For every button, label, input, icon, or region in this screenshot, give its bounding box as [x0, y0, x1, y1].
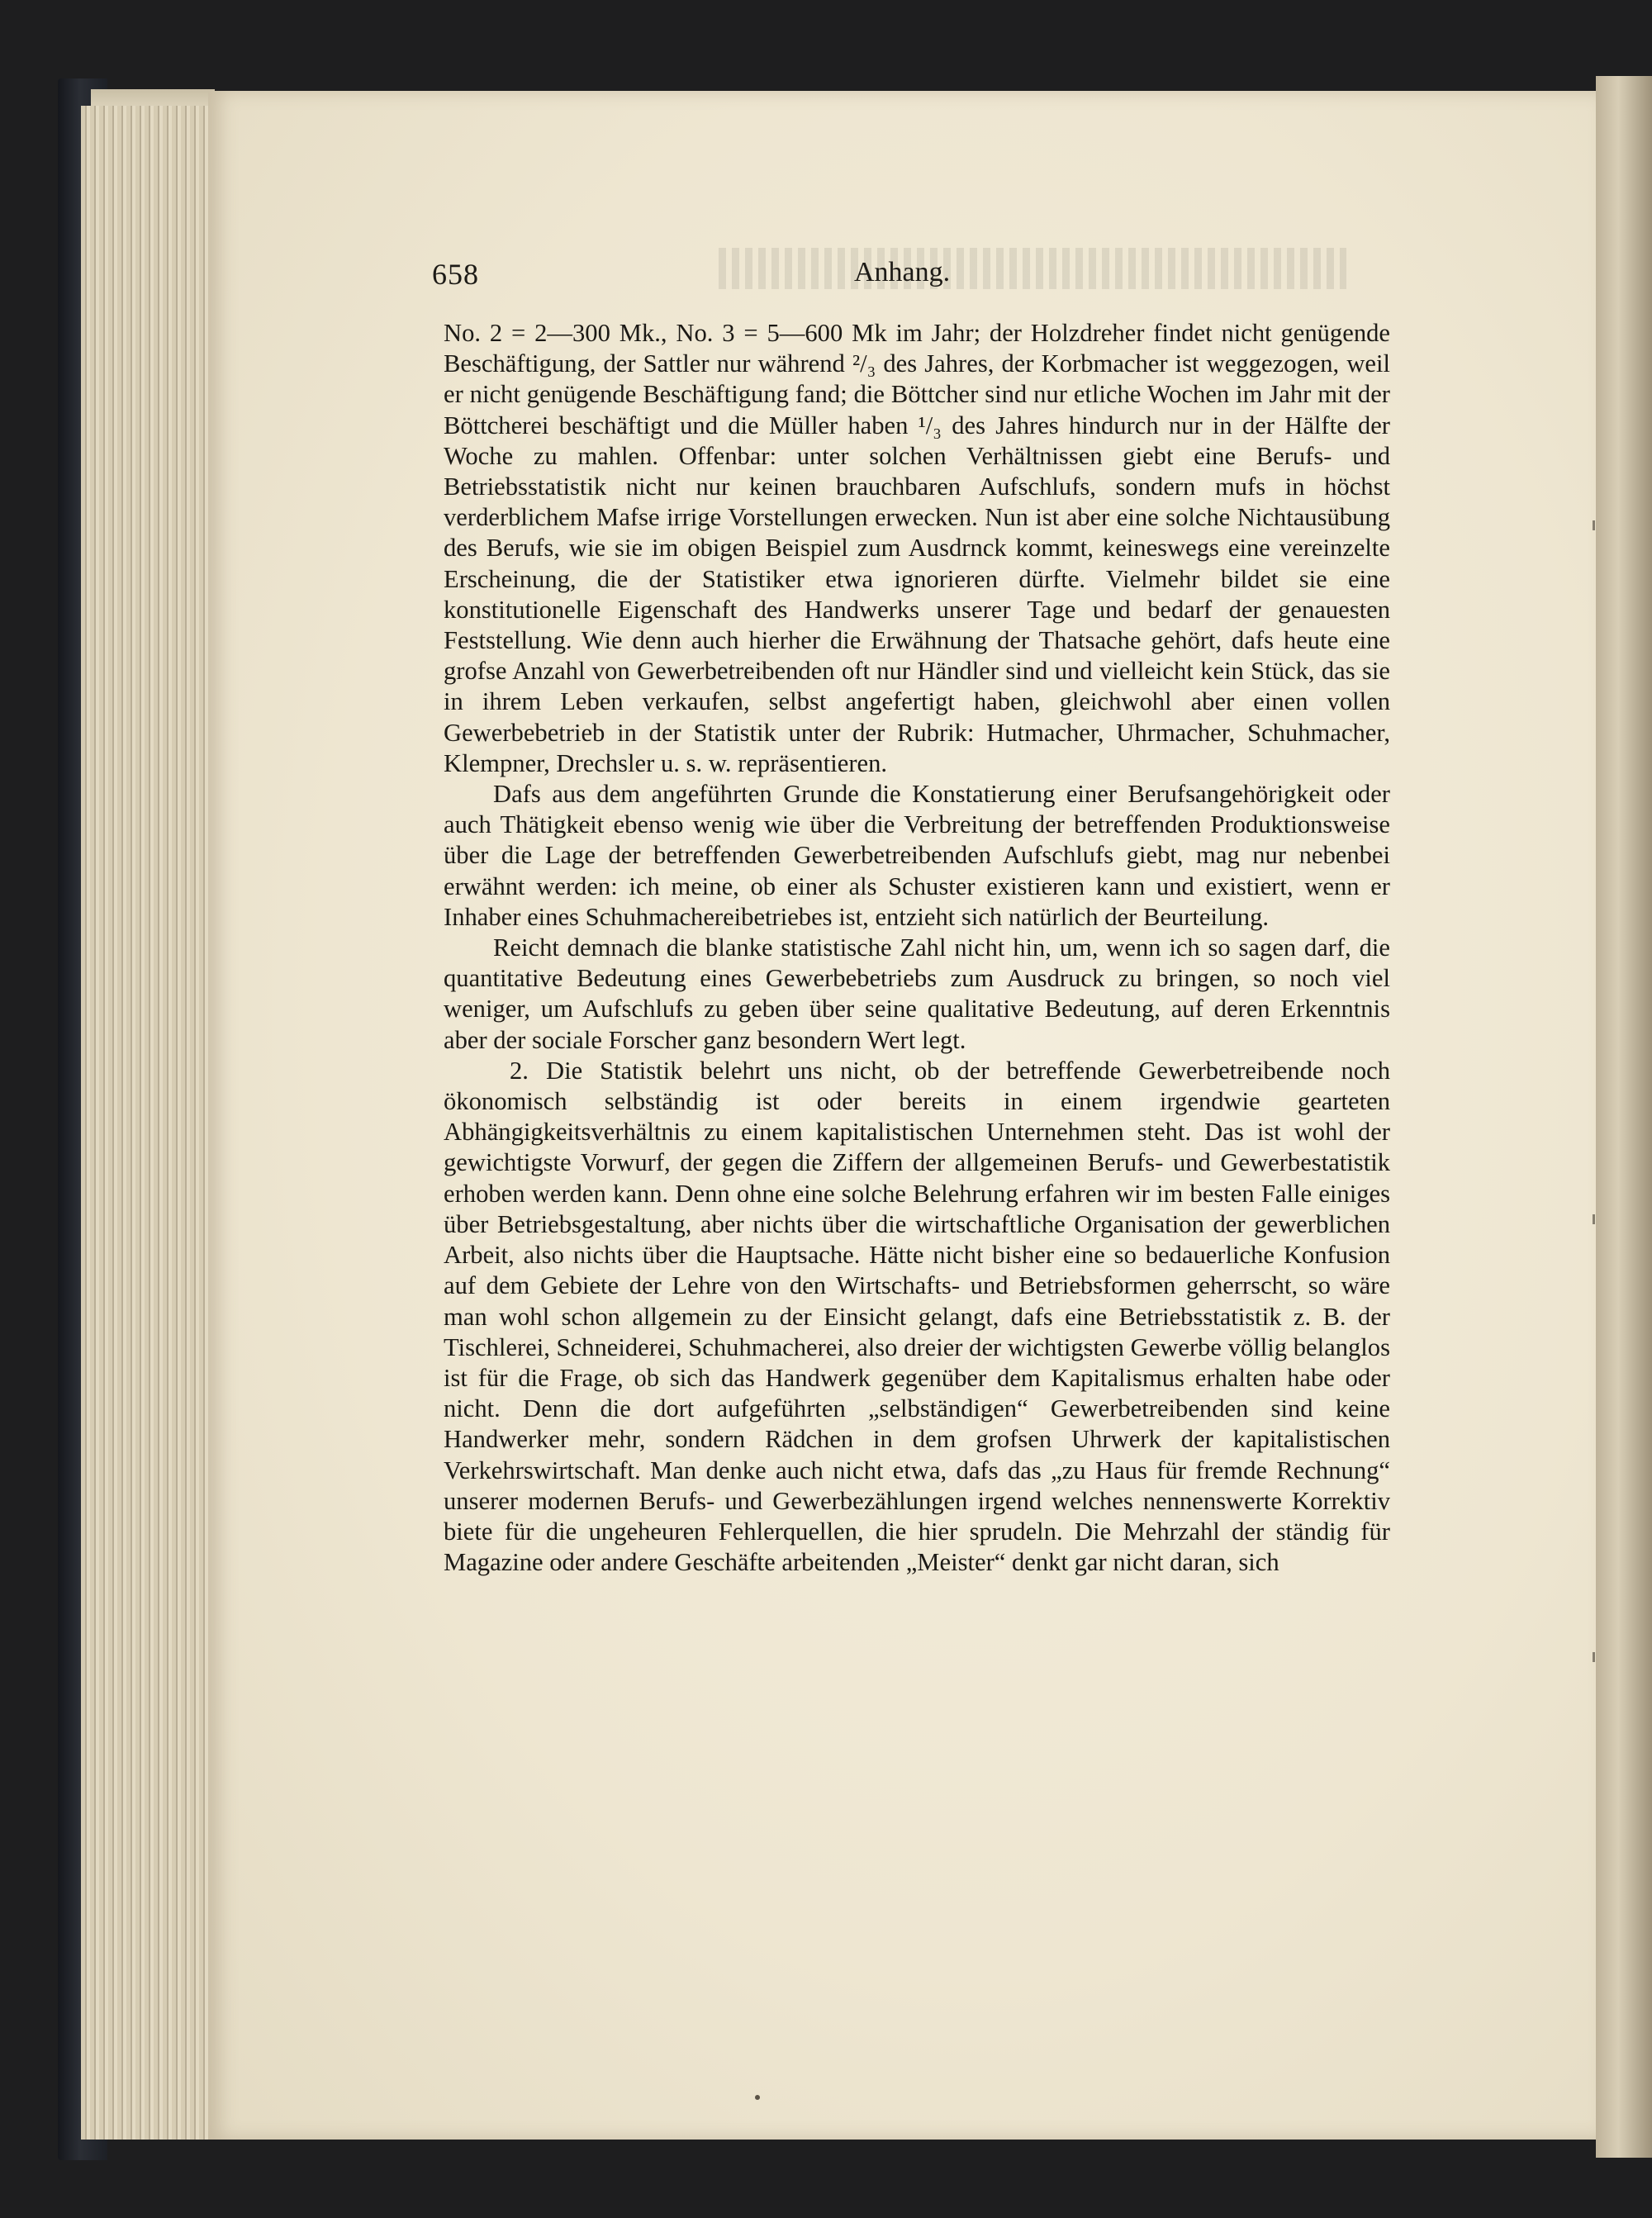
paragraph: Reicht demnach die blanke statistische Zahl nicht hin, um, wenn ich so sagen darf, die quantitative Bedeutung eines Gewerbebetriebs zum Ausdruck zu bringen, so noch viel weniger, um Aufschlufs zu geben über seine qualitative Bedeutung, auf deren Erkenntnis aber der sociale Forscher ganz besondern Wert legt.: [444, 933, 1390, 1054]
body-text: [444, 318, 1390, 1578]
paragraph: 2. Die Statistik belehrt uns nicht, ob der betreffende Gewerbetreibende noch ökonomisch selbständig ist oder bereits in einem irgendwie gearteten Abhängigkeitsverhältnis zu einem kapitalistischen Unternehmen steht. Das ist wohl der gewichtigste Vorwurf, der gegen die Ziffern der allgemeinen Berufs- und Gewerbestatistik erhoben werden kann. Denn ohne eine solche Belehrung erfahren wir im besten Falle einiges über Betriebsgestaltung, aber nichts über die wirtschaftliche Organisation der gewerblichen Arbeit, also nichts über die Hauptsache. Hätte nicht bisher eine so bedauerliche Konfusion auf dem Gebiete der Lehre von den Wirtschafts- und Betriebsformen geherrscht, so wäre man wohl schon allgemein zu der Einsicht gelangt, dafs eine Betriebsstatistik z. B. der Tischlerei, Schneiderei, Schuhmacherei, also dreier der wichtigsten Gewerbe völlig belanglos ist für die Frage, ob sich das Handwerk gegenüber dem Kapitalismus erhalten habe oder nicht. Denn die dort aufgeführten „selbständigen“ Gewerbetreibenden sind keine Handwerker mehr, sondern Rädchen in dem grofsen Uhrwerk der kapitalistischen Verkehrswirtschaft. Man denke auch nicht etwa, dafs das „zu Haus für fremde Rechnung“ unserer modernen Berufs- und Gewerbezählungen irgend welches nennenswerte Korrektiv biete für die ungeheuren Fehlerquellen, die hier sprudeln. Die Mehrzahl der ständig für Magazine oder andere Geschäfte arbeitenden „Meister“ denkt gar nicht daran, sich: [444, 1056, 1390, 1577]
print-speck: [755, 2095, 760, 2100]
edge-mark: [1593, 520, 1595, 530]
right-page-edge: [1596, 76, 1652, 2158]
paragraph: Dafs aus dem angeführten Grunde die Konstatierung einer Berufsangehörigkeit oder auch Thätigkeit ebenso wenig wie über die Verbreitung der betreffenden Produktionsweise über die Lage der betreffenden Gewerbetreibenden Aufschlufs giebt, mag nur nebenbei erwähnt werden: ich meine, ob einer als Schuster existieren kann und existiert, wenn er Inhaber eines Schuhmachereibetriebes ist, entzieht sich natürlich der Beurteilung.: [444, 780, 1390, 931]
page-stack: [81, 106, 215, 2140]
paragraph: No. 2 = 2—300 Mk., No. 3 = 5—600 Mk im Jahr; der Holzdreher findet nicht genügende Beschäftigung, der Sattler nur während ²/₃ des Jahres, der Korbmacher ist weggezogen, weil er nicht genügende Beschäftigung fand; die Böttcher sind nur etliche Wochen im Jahr mit der Böttcherei beschäftigt und die Müller haben ¹/₃ des Jahres hindurch nur in der Hälfte der Woche zu mahlen. Offenbar: unter solchen Verhältnissen giebt eine Berufs- und Betriebsstatistik nicht nur keinen brauchbaren Aufschlufs, sondern mufs in höchst verderblichem Mafse irrige Vorstellungen erwecken. Nun ist aber eine solche Nichtausübung des Berufs, wie sie im obigen Beispiel zum Ausdrnck kommt, keineswegs eine vereinzelte Erscheinung, die der Statistiker etwa ignorieren dürfte. Vielmehr bildet sie eine konstitutionelle Eigenschaft des Handwerks unserer Tage und bedarf der genauesten Feststellung. Wie denn auch hierher die Erwähnung der Thatsache gehört, dafs heute eine grofse Anzahl von Gewerbetreibenden oft nur Händler sind und vielleicht kein Stück, das sie in ihrem Leben verkaufen, selbst angefertigt haben, gleichwohl aber einen vollen Gewerbebetrieb in der Statistik unter der Rubrik: Hutmacher, Uhrmacher, Schuhmacher, Klempner, Drechsler u. s. w. repräsentieren.: [444, 319, 1390, 777]
edge-mark: [1593, 1214, 1595, 1224]
page-number: 658: [432, 258, 479, 291]
running-head: Anhang.: [854, 257, 951, 287]
edge-mark: [1593, 1652, 1595, 1662]
page-header: [0, 257, 1652, 298]
